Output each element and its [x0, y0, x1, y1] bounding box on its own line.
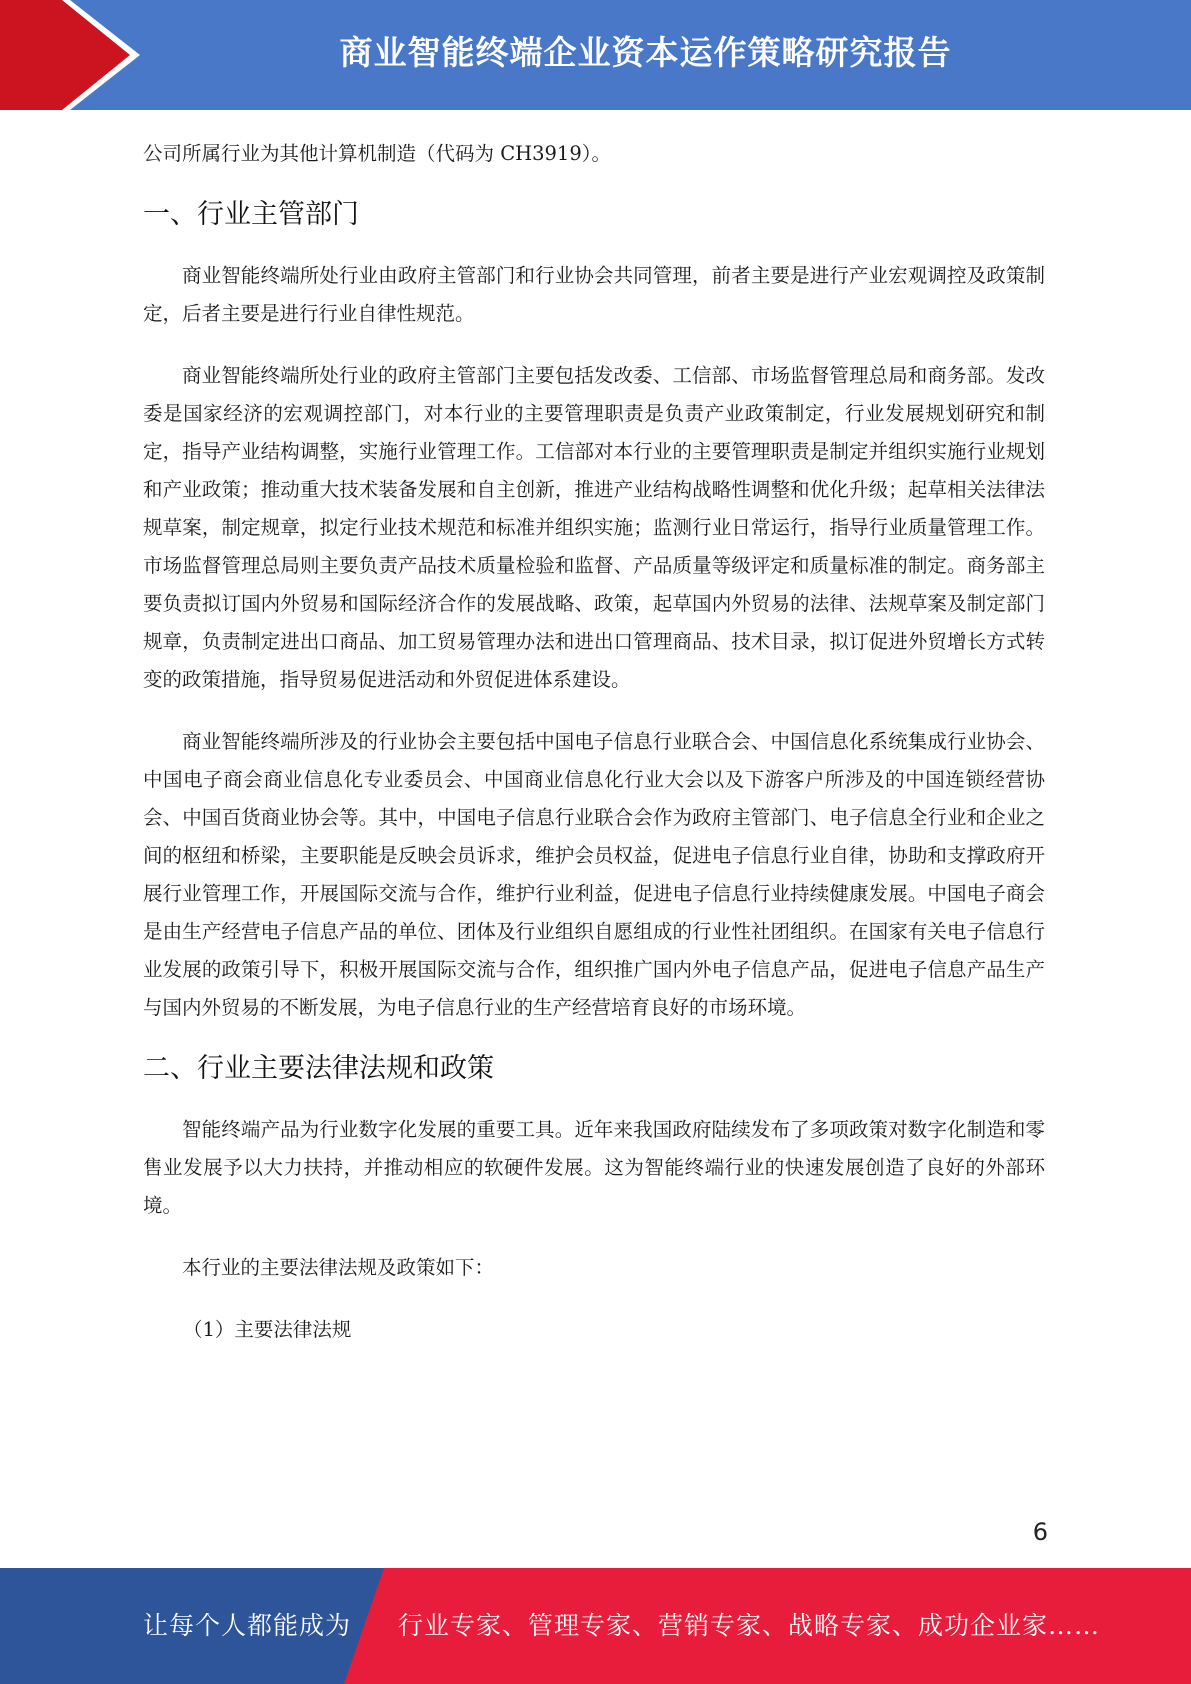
- body-paragraph: 商业智能终端所处行业的政府主管部门主要包括发改委、工信部、市场监督管理总局和商务部。发改委是国家经济的宏观调控部门，对本行业的主要管理职责是负责产业政策制定，行业发展规划研究和制定，指导产业结构调整，实施行业管理工作。工信部对本行业的主要管理职责是制定并组织实施行业规划和产业政策；推动重大技术装备发展和自主创新，推进产业结构战略性调整和优化升级；起草相关法律法规草案，制定规章，拟定行业技术规范和标准并组织实施；监测行业日常运行，指导行业质量管理工作。市场监督管理总局则主要负责产品技术质量检验和监督、产品质量等级评定和质量标准的制定。商务部主要负责拟订国内外贸易和国际经济合作的发展战略、政策，起草国内外贸易的法律、法规草案及制定部门规章，负责制定进出口商品、加工贸易管理办法和进出口管理商品、技术目录，拟订促进外贸增长方式转变的政策措施，指导贸易促进活动和外贸促进体系建设。: [143, 364, 1045, 691]
- report-title: 商业智能终端企业资本运作策略研究报告: [339, 33, 952, 72]
- page-header: [0, 0, 1191, 110]
- page-footer: [0, 1568, 1191, 1684]
- section-heading-1: 一、行业主管部门: [143, 199, 359, 230]
- body-paragraph: 商业智能终端所处行业由政府主管部门和行业协会共同管理，前者主要是进行产业宏观调控及政策制定，后者主要是进行行业自律性规范。: [143, 264, 1045, 325]
- footer-slogan-left: 让每个人都能成为: [143, 1611, 352, 1640]
- body-paragraph: 商业智能终端所涉及的行业协会主要包括中国电子信息行业联合会、中国信息化系统集成行业协会、中国电子商会商业信息化专业委员会、中国商业信息化行业大会以及下游客户所涉及的中国连锁经营协会、中国百货商业协会等。其中，中国电子信息行业联合会作为政府主管部门、电子信息全行业和企业之间的枢纽和桥梁，主要职能是反映会员诉求，维护会员权益，促进电子信息行业自律，协助和支撑政府开展行业管理工作，开展国际交流与合作，维护行业利益，促进电子信息行业持续健康发展。中国电子商会是由生产经营电子信息产品的单位、团体及行业组织自愿组成的行业性社团组织。在国家有关电子信息行业发展的政策引导下，积极开展国际交流与合作，组织推广国内外电子信息产品，促进电子信息产品生产与国内外贸易的不断发展，为电子信息行业的生产经营培育良好的市场环境。: [143, 730, 1045, 1019]
- section-heading-2: 二、行业主要法律法规和政策: [143, 1053, 494, 1084]
- body-paragraph: 本行业的主要法律法规及政策如下：: [182, 1256, 495, 1279]
- list-subheading: （1）主要法律法规: [183, 1318, 352, 1341]
- header-chevron-icon: [0, 0, 160, 110]
- lead-paragraph: 公司所属行业为其他计算机制造（代码为 CH3919）。: [143, 142, 612, 165]
- page-number: 6: [1032, 1518, 1048, 1546]
- document-body: [143, 135, 1045, 1349]
- footer-slogan-right: 行业专家、管理专家、营销专家、战略专家、成功企业家……: [398, 1611, 1101, 1640]
- body-paragraph: 智能终端产品为行业数字化发展的重要工具。近年来我国政府陆续发布了多项政策对数字化制造和零售业发展予以大力扶持，并推动相应的软硬件发展。这为智能终端行业的快速发展创造了良好的外部环境。: [143, 1118, 1045, 1217]
